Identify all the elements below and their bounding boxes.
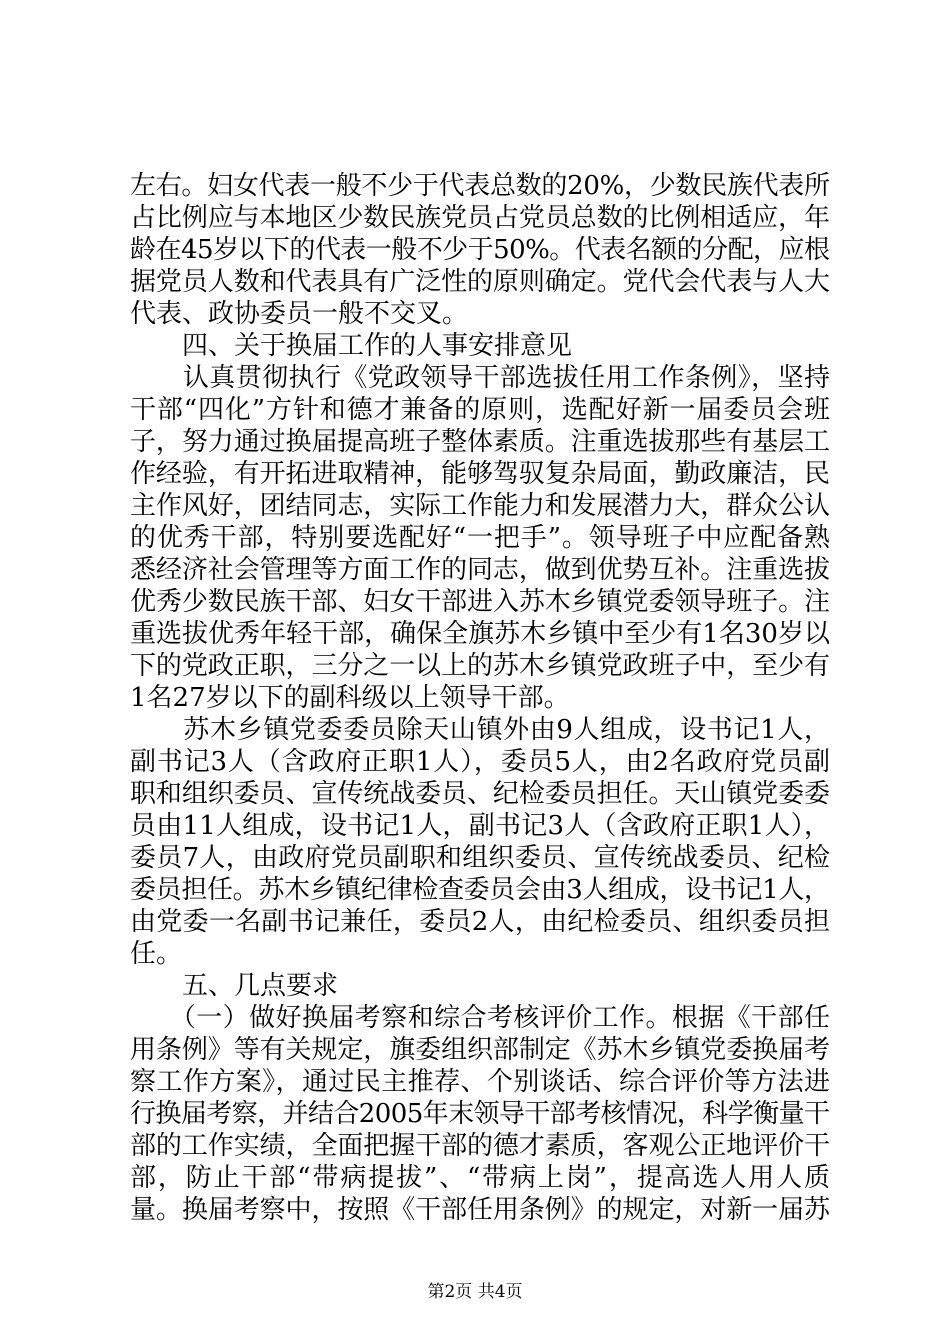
text-line: 用条例》等有关规定，旗委组织部制定《苏木乡镇党委换届考 bbox=[130, 1035, 830, 1065]
text-line: 员由11人组成，设书记1人，副书记3人（含政府正职1人）， bbox=[130, 811, 831, 841]
text-line: 据党员人数和代表具有广泛性的原则确定。党代会代表与人大 bbox=[130, 267, 830, 297]
text-line: 量。换届考察中，按照《干部任用条例》的规定，对新一届苏 bbox=[130, 1195, 830, 1225]
text-line: 占比例应与本地区少数民族党员占党员总数的比例相适应，年 bbox=[130, 203, 830, 233]
text-line: 委员7人，由政府党员副职和组织委员、宣传统战委员、纪检 bbox=[130, 843, 831, 873]
text-line: 任。 bbox=[130, 939, 183, 969]
text-line: 1名27岁以下的副科级以上领导干部。 bbox=[130, 683, 570, 713]
text-line: 下的党政正职，三分之一以上的苏木乡镇党政班子中，至少有 bbox=[130, 651, 830, 681]
text-line: 部的工作实绩，全面把握干部的德才素质，客观公正地评价干 bbox=[130, 1131, 830, 1161]
text-line: 子，努力通过换届提高班子整体素质。注重选拔那些有基层工 bbox=[130, 427, 830, 457]
text-line: 主作风好，团结同志，实际工作能力和发展潜力大，群众公认 bbox=[130, 491, 830, 521]
text-line: 重选拔优秀年轻干部，确保全旗苏木乡镇中至少有1名30岁以 bbox=[130, 619, 830, 649]
text-line: 龄在45岁以下的代表一般不少于50%。代表名额的分配，应根 bbox=[130, 235, 830, 265]
text-line: 优秀少数民族干部、妇女干部进入苏木乡镇党委领导班子。注 bbox=[130, 587, 830, 617]
text-line: 悉经济社会管理等方面工作的同志，做到优势互补。注重选拔 bbox=[130, 555, 830, 585]
text-line: 由党委一名副书记兼任，委员2人，由纪检委员、组织委员担 bbox=[130, 907, 831, 937]
page-footer: 第2页 共4页 bbox=[427, 1282, 523, 1302]
text-line: 干部“四化”方针和德才兼备的原则，选配好新一届委员会班 bbox=[130, 395, 831, 425]
text-line: 认真贯彻执行《党政领导干部选拔任用工作条例》，坚持 bbox=[130, 363, 831, 393]
text-line: 四、关于换届工作的人事安排意见 bbox=[130, 331, 573, 361]
text-line: 行换届考察，并结合2005年末领导干部考核情况，科学衡量干 bbox=[130, 1099, 830, 1129]
text-line: 的优秀干部，特别要选配好“一把手”。领导班子中应配备熟 bbox=[130, 523, 831, 553]
text-line: 代表、政协委员一般不交叉。 bbox=[130, 299, 469, 329]
text-line: 作经验，有开拓进取精神，能够驾驭复杂局面，勤政廉洁，民 bbox=[130, 459, 830, 489]
text-line: 委员担任。苏木乡镇纪律检查委员会由3人组成，设书记1人， bbox=[130, 875, 830, 905]
text-line: （一）做好换届考察和综合考核评价工作。根据《干部任 bbox=[130, 1003, 831, 1033]
text-line: 副书记3人（含政府正职1人），委员5人，由2名政府党员副 bbox=[130, 747, 831, 777]
text-line: 部，防止干部“带病提拔”、“带病上岗”，提高选人用人质 bbox=[130, 1163, 832, 1193]
text-line: 五、几点要求 bbox=[130, 971, 339, 1001]
document-body bbox=[130, 170, 830, 1226]
text-line: 职和组织委员、宣传统战委员、纪检委员担任。天山镇党委委 bbox=[130, 779, 830, 809]
text-line: 苏木乡镇党委委员除天山镇外由9人组成，设书记1人， bbox=[130, 715, 831, 745]
text-line: 左右。妇女代表一般不少于代表总数的20%，少数民族代表所 bbox=[130, 171, 830, 201]
text-line: 察工作方案》，通过民主推荐、个别谈话、综合评价等方法进 bbox=[130, 1067, 831, 1097]
